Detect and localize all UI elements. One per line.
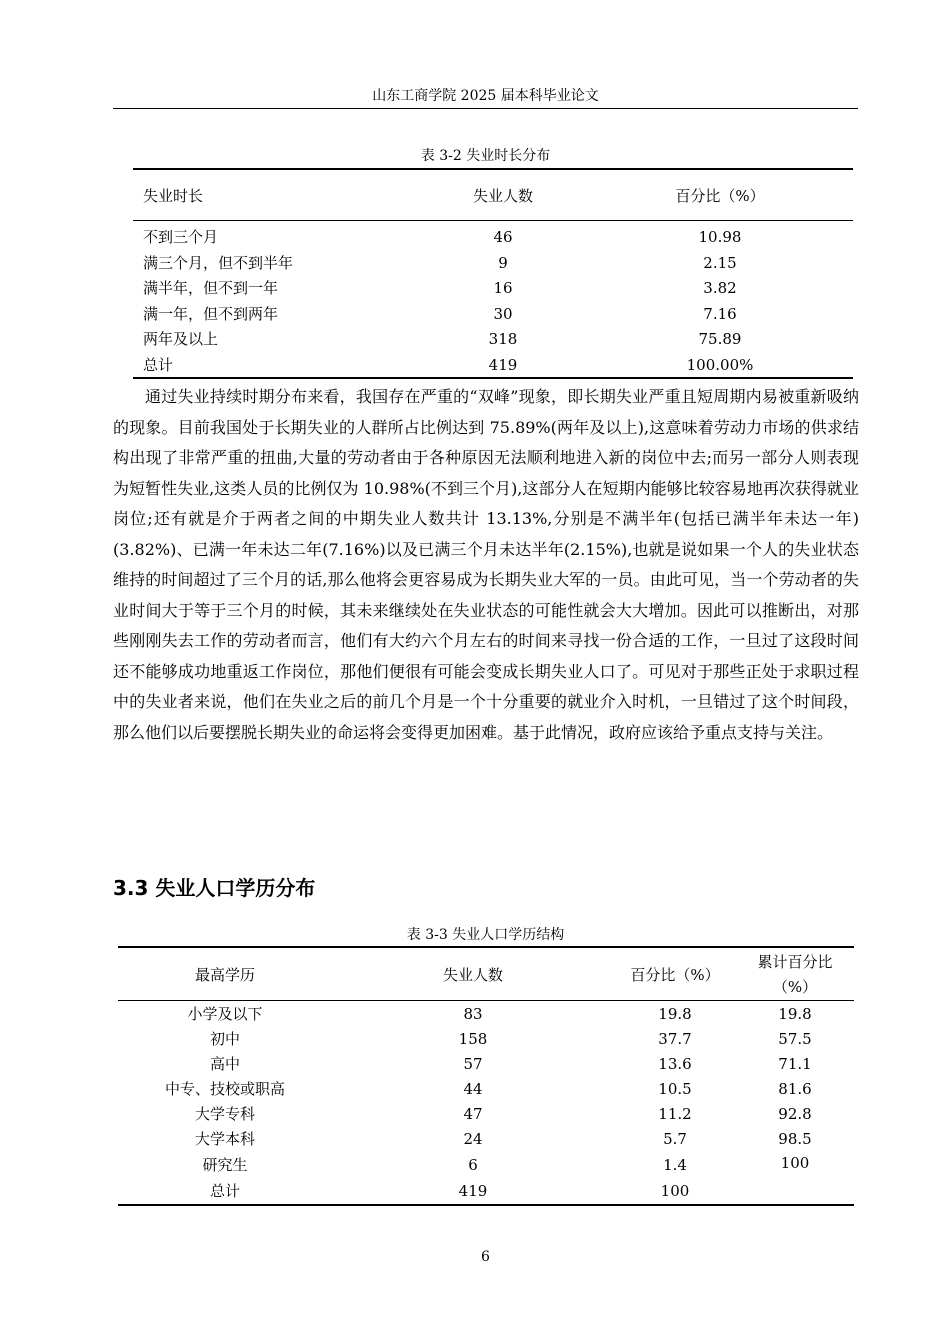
table-3-2-header-duration: 失业时长: [143, 187, 204, 205]
table-cell: 10.98: [698, 228, 742, 246]
table-cell: 81.6: [778, 1080, 812, 1098]
table-3-2-header-rule: [133, 220, 853, 221]
table-cell: 75.89: [698, 330, 742, 348]
table-cell: 7.16: [703, 305, 737, 323]
table-3-2-top-rule: [133, 168, 853, 170]
body-paragraph: 通过失业持续时期分布来看，我国存在严重的“双峰”现象，即长期失业严重且短周期内易被重新吸纳的现象。目前我国处于长期失业的人群所占比例达到 75.89%(两年及以上),这意味着劳动力市场的供求结构出现了非常严重的扭曲,大量的劳动者由于各种原因无法顺利地进入新的岗位中去;而另一部分人则表现为短暂性失业,这类人员的比例仅为 10.98%(不到三个月),这部分人在短期内能够比较容易地再次获得就业岗位;还有就是介于两者之间的中期失业人数共计 13.13%,分别是不满半年(包括已满半年未达一年)(3.82%)、已满一年未达二年(7.16%)以及已满三个月未达半年(2.15%),也就是说如果一个人的失业状态维持的时间超过了三个月的话,那么他将会更容易成为长期失业大军的一员。由此可见，当一个劳动者的失业时间大于等于三个月的时候，其未来继续处在失业状态的可能性就会大大增加。因此可以推断出，对那些刚刚失去工作的劳动者而言，他们有大约六个月左右的时间来寻找一份合适的工作，一旦过了这段时间还不能够成功地重返工作岗位，那他们便很有可能会变成长期失业人口了。可见对于那些正处于求职过程中的失业者来说，他们在失业之后的前几个月是一个十分重要的就业介入时机，一旦错过了这个时间段，那么他们以后要摆脱长期失业的命运将会变得更加困难。基于此情况，政府应该给予重点支持与关注。: [113, 387, 859, 742]
table-cell: 研究生: [202, 1156, 248, 1174]
table-cell: 3.82: [703, 279, 737, 297]
table-cell: 大学专科: [194, 1105, 255, 1123]
table-cell: 100: [780, 1154, 810, 1172]
table-cell: 19.8: [658, 1005, 692, 1023]
table-3-2-header-count: 失业人数: [472, 187, 533, 205]
table-cell: 37.7: [658, 1030, 692, 1048]
table-cell: 11.2: [658, 1105, 692, 1123]
table-cell: 2.15: [703, 254, 737, 272]
table-cell: 小学及以下: [187, 1005, 263, 1023]
table-3-3-header-rule: [118, 1000, 854, 1001]
table-cell: 100.00%: [686, 356, 754, 374]
table-cell: 318: [488, 330, 518, 348]
table-cell: 16: [493, 279, 513, 297]
table-cell: 10.5: [658, 1080, 692, 1098]
table-cell: 419: [488, 356, 518, 374]
table-cell: 57: [463, 1055, 483, 1073]
table-cell: 满三个月，但不到半年: [143, 254, 294, 272]
table-cell: 9: [498, 254, 508, 272]
table-cell: 92.8: [778, 1105, 812, 1123]
table-3-3-top-rule: [118, 946, 854, 948]
table-cell: 13.6: [658, 1055, 692, 1073]
table-cell: 满一年，但不到两年: [143, 305, 279, 323]
page-number: 6: [481, 1249, 490, 1265]
table-cell: 83: [463, 1005, 483, 1023]
table-cell: 大学本科: [194, 1130, 255, 1148]
table-cell: 30: [493, 305, 513, 323]
section-heading: 3.3 失业人口学历分布: [113, 876, 316, 900]
table-cell: 419: [458, 1182, 488, 1200]
table-cell: 总计: [209, 1182, 240, 1200]
table-cell: 47: [463, 1105, 483, 1123]
table-cell: 两年及以上: [143, 330, 219, 348]
table-cell: 98.5: [778, 1130, 812, 1148]
table-cell: 44: [463, 1080, 483, 1098]
table-3-3-caption: 表 3-3 失业人口学历结构: [406, 927, 565, 943]
page-header: 山东工商学院 2025 届本科毕业论文: [372, 88, 599, 104]
table-3-2-bottom-rule: [133, 377, 853, 379]
header-rule: [113, 108, 858, 109]
table-3-3-header-cumulative-unit: （%）: [772, 978, 818, 996]
table-cell: 6: [468, 1156, 478, 1174]
table-cell: 高中: [209, 1055, 240, 1073]
table-3-3-header-education: 最高学历: [194, 966, 255, 984]
table-3-2-caption: 表 3-2 失业时长分布: [420, 148, 551, 164]
table-cell: 24: [463, 1130, 483, 1148]
table-cell: 不到三个月: [143, 228, 219, 246]
table-cell: 46: [493, 228, 513, 246]
table-3-3-bottom-rule: [118, 1204, 854, 1206]
table-cell: 57.5: [778, 1030, 812, 1048]
table-3-3-header-percent: 百分比（%）: [630, 966, 720, 984]
table-3-3-header-cumulative: 累计百分比: [757, 953, 833, 971]
table-cell: 71.1: [778, 1055, 812, 1073]
table-3-2-header-percent: 百分比（%）: [675, 187, 765, 205]
table-3-3-header-count: 失业人数: [442, 966, 503, 984]
table-cell: 满半年，但不到一年: [143, 279, 279, 297]
table-cell: 5.7: [663, 1130, 687, 1148]
table-cell: 初中: [209, 1030, 240, 1048]
table-cell: 中专、技校或职高: [164, 1080, 285, 1098]
table-cell: 100: [660, 1182, 690, 1200]
table-cell: 1.4: [663, 1156, 687, 1174]
table-cell: 总计: [143, 356, 174, 374]
table-cell: 158: [458, 1030, 488, 1048]
table-cell: 19.8: [778, 1005, 812, 1023]
